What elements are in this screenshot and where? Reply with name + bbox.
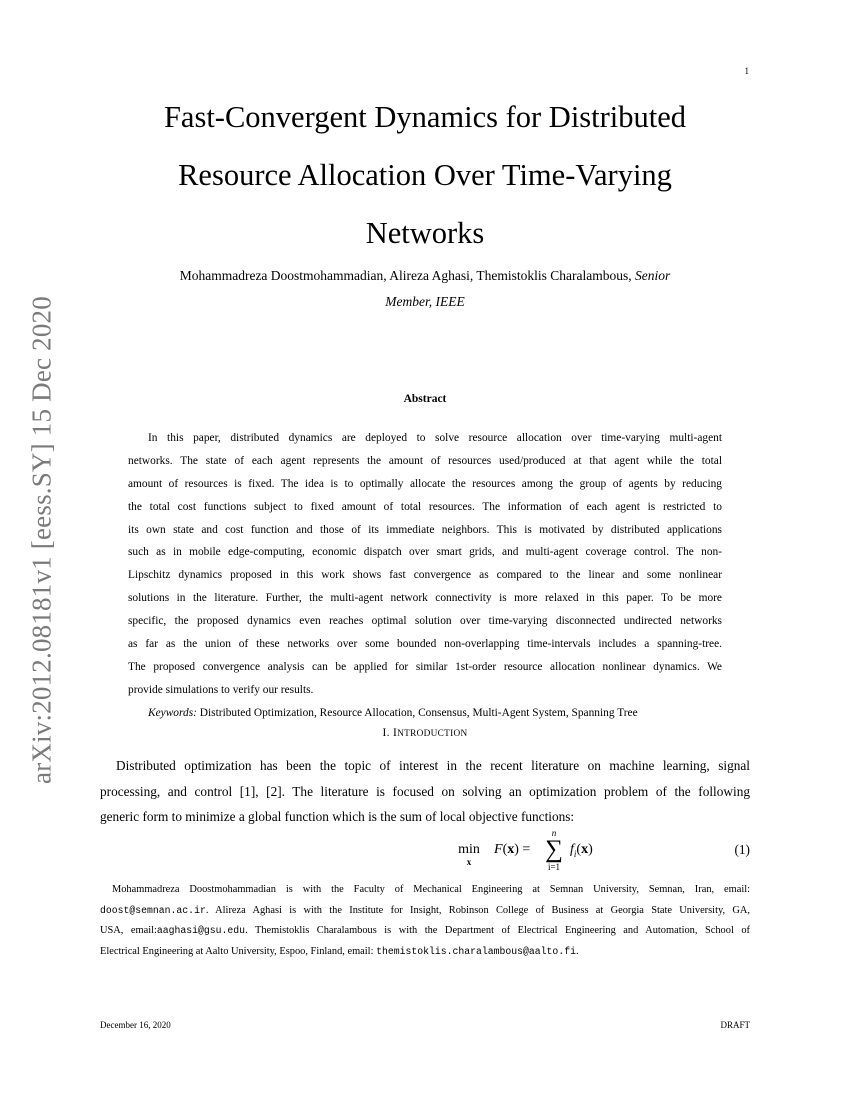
- title-line: Resource Allocation Over Time-Varying: [178, 158, 672, 192]
- abstract-line: solutions in the literature. Further, the multi-agent network connectivity is more relaxed in this paper. To be more: [128, 592, 722, 605]
- rhs-subscript: i: [573, 848, 577, 859]
- equation-sum: [542, 828, 566, 873]
- abstract-line: In this paper, distributed dynamics are deployed to solve resource allocation over time-varying multi-agent: [148, 432, 722, 444]
- sum-symbol: ∑: [545, 836, 563, 863]
- section-title-rest: NTRODUCTION: [397, 729, 468, 739]
- min-operator: min: [458, 842, 480, 857]
- footnote-line: Mohammadreza Doostmohammadian is with the Faculty of Mechanical Engineering at Semnan University, Semnan, Iran, email:: [112, 884, 750, 895]
- email-link[interactable]: themistoklis.charalambous@aalto.fi: [376, 945, 576, 957]
- footnote-line: [100, 921, 750, 942]
- arxiv-watermark: arXiv:2012.08181v1 [eess.SY] 15 Dec 2020: [26, 296, 57, 784]
- footnote-line: [100, 942, 750, 963]
- keywords-label: Keywords:: [148, 706, 197, 719]
- equation-min: [454, 842, 484, 867]
- page-number: 1: [744, 66, 749, 76]
- sum-lower-limit: i=1: [547, 862, 561, 872]
- min-subscript: x: [466, 857, 472, 867]
- abstract-heading: Abstract: [403, 393, 447, 405]
- section-numeral: I.: [382, 727, 393, 739]
- paper-title: [100, 88, 750, 262]
- equation-lhs: F(x) =: [494, 842, 531, 857]
- intro-line: processing, and control [1], [2]. The literature is focused on solving an optimization problem of the following: [100, 783, 750, 799]
- footnote-text: .: [575, 945, 579, 957]
- sum-upper-limit: n: [551, 828, 557, 838]
- equation-1: [100, 828, 750, 884]
- footnote-text: . Themistoklis Charalambous is with the Department of Electrical Engineering and Automation, School of: [245, 925, 751, 937]
- abstract-line: amount of resources is fixed. The idea is to optimally allocate the resources among the group of agents by reducing: [128, 477, 722, 490]
- equation-rhs: $f_i(x)$: [570, 842, 593, 859]
- author-list: [100, 263, 750, 315]
- abstract-line: the total cost functions subject to fixed amount of total resources. The information of each agent is restricted to: [128, 500, 722, 513]
- abstract-line: networks. The state of each agent represents the amount of resources used/produced at that agent while the total: [128, 454, 722, 467]
- footnote-line: [100, 901, 750, 922]
- introduction-paragraph: [100, 753, 750, 830]
- keywords: [128, 702, 722, 725]
- author-title: Senior: [635, 268, 671, 283]
- abstract-line: The proposed convergence analysis can be applied for similar 1st-order resource allocation nonlinear dynamics. We: [128, 660, 722, 673]
- rhs-function: f: [570, 842, 574, 857]
- section-first-letter: I: [392, 727, 398, 739]
- abstract-line: provide simulations to verify our results.: [128, 683, 314, 696]
- footnote-text: . Alireza Aghasi is with the Institute for Insight, Robinson College of Business at Georgia State University, GA,: [205, 904, 750, 916]
- abstract-body: [128, 427, 722, 725]
- equation-number: (1): [734, 842, 750, 857]
- author-membership: Member, IEEE: [385, 294, 465, 309]
- footnote-text: Electrical Engineering at Aalto University, Espoo, Finland, email:: [100, 945, 377, 957]
- title-line: Networks: [365, 216, 485, 250]
- intro-line: Distributed optimization has been the topic of interest in the recent literature on machine learning, signal: [116, 758, 750, 773]
- email-link[interactable]: aaghasi@gsu.edu: [156, 925, 246, 937]
- footnote-text: USA, email:: [100, 925, 157, 937]
- abstract-line: Lipschitz dynamics proposed in this work shows fast convergence as compared to the linear and some nonlinear: [128, 569, 722, 582]
- footer-draft-label: DRAFT: [720, 1020, 750, 1030]
- title-line: Fast-Convergent Dynamics for Distributed: [163, 100, 687, 134]
- abstract-line: as far as the union of these networks over some bounded non-overlapping time-intervals includes a spanning-tree.: [128, 638, 722, 651]
- abstract-line: its own state and cost function and those of its immediate neighbors. This is motivated by distributed applications: [128, 523, 722, 536]
- abstract-line: such as in mobile edge-computing, economic dispatch over smart grids, and multi-agent coverage control. The non-: [128, 546, 722, 559]
- author-names: Mohammadreza Doostmohammadian, Alireza Aghasi, Themistoklis Charalambous,: [179, 268, 636, 283]
- email-link[interactable]: doost@semnan.ac.ir: [100, 904, 206, 916]
- footer-date: December 16, 2020: [100, 1020, 171, 1030]
- abstract-line: specific, the proposed dynamics even reaches optimal solution over time-varying disconnected undirected networks: [128, 615, 722, 628]
- section-heading-introduction: [100, 727, 750, 739]
- keywords-list: Distributed Optimization, Resource Allocation, Consensus, Multi-Agent System, Spanning Tree: [196, 706, 638, 719]
- intro-line: generic form to minimize a global function which is the sum of local objective functions:: [100, 809, 575, 824]
- author-affiliation-footnote: [100, 880, 750, 962]
